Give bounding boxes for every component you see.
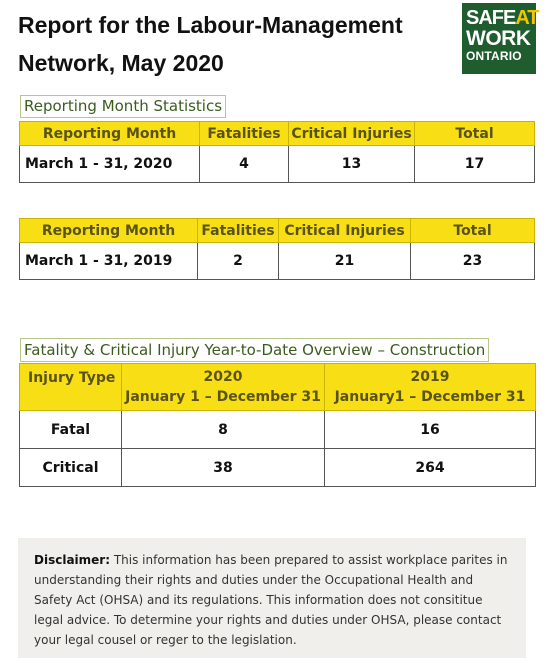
cell-2020-value: 8 <box>122 411 325 449</box>
cell-total: 17 <box>415 146 535 183</box>
table-row <box>20 146 535 183</box>
header-total: Total <box>411 219 535 243</box>
cell-critical-injuries: 21 <box>279 243 411 280</box>
reporting-month-statistics-label: Reporting Month Statistics <box>20 95 226 118</box>
table-header-row <box>20 122 535 146</box>
header-2020-range: January 1 – December 31 <box>125 389 321 405</box>
stats-table-2019 <box>19 218 535 280</box>
disclaimer-label: Disclaimer: <box>34 553 111 567</box>
disclaimer-text: This information has been prepared to assist workplace parites in understanding their rights and duties under the Occupational Health and Safety Act (OHSA) and its regulations. This information does not consititue legal advice. To determine your rights and duties under OHSA, please contact your legal cousel or reger to the legislation. <box>34 553 508 647</box>
logo-ontario-text: ONTARIO <box>466 49 522 63</box>
logo-at-text: AT <box>515 7 539 29</box>
header-injury-type: Injury Type <box>20 364 122 411</box>
header-fatalities: Fatalities <box>198 219 279 243</box>
header-2019-year: 2019 <box>410 369 450 385</box>
header-reporting-month: Reporting Month <box>20 219 198 243</box>
cell-fatalities: 2 <box>198 243 279 280</box>
table-row <box>20 411 536 449</box>
header-reporting-month: Reporting Month <box>20 122 200 146</box>
cell-2019-value: 16 <box>325 411 536 449</box>
disclaimer-box <box>18 538 526 658</box>
cell-reporting-month: March 1 - 31, 2019 <box>20 243 198 280</box>
cell-2019-value: 264 <box>325 449 536 487</box>
cell-fatalities: 4 <box>200 146 289 183</box>
table-row <box>20 449 536 487</box>
header-2020-year: 2020 <box>203 369 243 385</box>
cell-total: 23 <box>411 243 535 280</box>
header-2020 <box>122 364 325 411</box>
table-header-row <box>20 364 536 411</box>
table-row <box>20 243 535 280</box>
header-2019-range: January1 – December 31 <box>334 389 526 405</box>
header-critical-injuries: Critical Injuries <box>289 122 415 146</box>
header-critical-injuries: Critical Injuries <box>279 219 411 243</box>
cell-injury-type: Fatal <box>20 411 122 449</box>
ytd-overview-table <box>19 363 536 487</box>
header-total: Total <box>415 122 535 146</box>
cell-2020-value: 38 <box>122 449 325 487</box>
stats-table-2020 <box>19 121 535 183</box>
logo-work-text: WORK <box>466 27 531 50</box>
header-2019 <box>325 364 536 411</box>
table-header-row <box>20 219 535 243</box>
report-title: Report for the Labour-Management Network, May 2020 <box>18 12 403 76</box>
cell-reporting-month: March 1 - 31, 2020 <box>20 146 200 183</box>
ytd-overview-label: Fatality & Critical Injury Year-to-Date Overview – Construction <box>20 338 489 362</box>
logo-safe-text: SAFE <box>466 7 516 29</box>
safe-at-work-ontario-logo <box>462 3 539 74</box>
cell-critical-injuries: 13 <box>289 146 415 183</box>
header-fatalities: Fatalities <box>200 122 289 146</box>
cell-injury-type: Critical <box>20 449 122 487</box>
